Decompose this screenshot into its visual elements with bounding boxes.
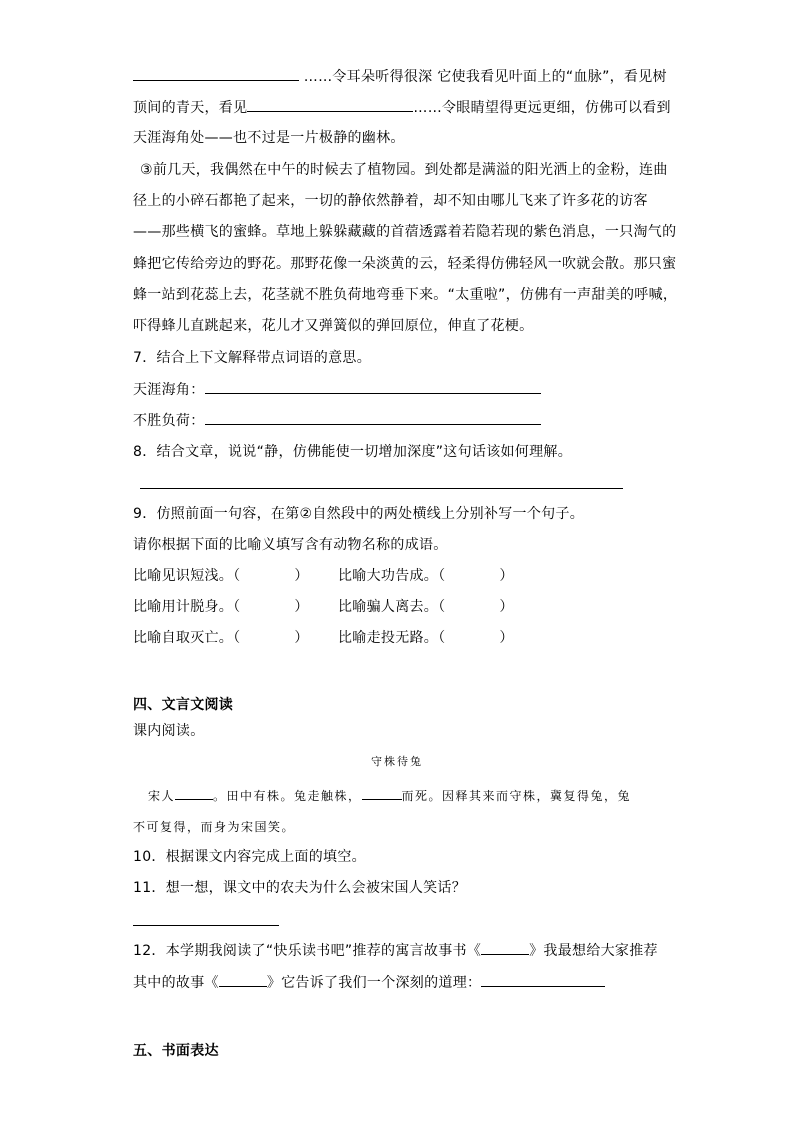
para3-line2: 径上的小碎石都艳了起来，一切的静依然静着，却不知由哪儿飞来了许多花的访客 bbox=[133, 193, 648, 209]
question-8: 8．结合文章，说说“静，仿佛能使一切增加深度”这句话该如何理解。 bbox=[133, 444, 573, 460]
para3-line4: 蜂把它传给旁边的野花。那野花像一朵淡黄的云，轻柔得仿佛轻风一吹就会散。那只蜜 bbox=[133, 256, 677, 272]
idiom-item: 比喻骗人离去。（ ） bbox=[338, 599, 514, 615]
section-4-heading: 四、文言文阅读 bbox=[133, 697, 234, 713]
answer-line[interactable] bbox=[205, 410, 541, 425]
para2-line1: ……令耳朵听得很深 它使我看见叶面上的“血脉”，看见树 bbox=[133, 66, 667, 87]
idiom-item: 比喻用计脱身。（ ） bbox=[133, 599, 309, 615]
answer-blank[interactable] bbox=[481, 972, 605, 987]
answer-blank[interactable] bbox=[362, 788, 402, 800]
idiom-item: 比喻自取灭亡。（ ） bbox=[133, 630, 309, 646]
classical-line1: 宋人 。田中有株。兔走触株， 而死。因释其来而守株，冀复得兔，兔 bbox=[148, 789, 632, 803]
question-10: 10．根据课文内容完成上面的填空。 bbox=[133, 849, 366, 865]
section-5-heading: 五、书面表达 bbox=[133, 1043, 219, 1059]
idiom-item: 比喻大功告成。（ ） bbox=[338, 568, 514, 584]
answer-blank[interactable] bbox=[133, 66, 299, 81]
answer-blank[interactable] bbox=[247, 97, 413, 112]
idiom-item: 比喻走投无路。（ ） bbox=[338, 630, 514, 646]
para3-line3: ——那些横飞的蜜蜂。草地上躲躲藏藏的首蓿透露着若隐若现的紫色消息，一只淘气的 bbox=[133, 224, 677, 240]
q11-answer-line[interactable] bbox=[133, 925, 279, 926]
q7-term2: 不胜负荷： bbox=[133, 410, 541, 431]
para3-line6: 吓得蜂儿直跳起来，花儿才又弹簧似的弹回原位，伸直了花梗。 bbox=[133, 318, 534, 334]
question-7: 7．结合上下文解释带点词语的意思。 bbox=[133, 350, 372, 366]
question-11: 11．想一想，课文中的农夫为什么会被宋国人笑话？ bbox=[133, 880, 467, 896]
question-12-line1: 12．本学期我阅读了“快乐读书吧”推荐的寓言故事书《 》我最想给大家推荐 bbox=[133, 940, 658, 961]
para3-line5: 蜂一站到花蕊上去，花茎就不胜负荷地弯垂下来。“太重啦”，仿佛有一声甜美的呼喊， bbox=[133, 287, 678, 303]
question-9: 9．仿照前面一句容，在第②自然段中的两处横线上分别补写一个句子。 bbox=[133, 506, 585, 522]
answer-blank[interactable] bbox=[175, 788, 213, 800]
answer-blank[interactable] bbox=[219, 972, 267, 987]
section-4-sub: 课内阅读。 bbox=[133, 723, 205, 739]
idiom-item: 比喻见识短浅。（ ） bbox=[133, 568, 309, 584]
para2-line3: 天涯海角处——也不过是一片极静的幽林。 bbox=[133, 130, 405, 146]
answer-blank[interactable] bbox=[481, 940, 529, 955]
answer-line[interactable] bbox=[205, 379, 541, 394]
q9-sub: 请你根据下面的比喻义填写含有动物名称的成语。 bbox=[133, 537, 448, 553]
question-12-line2: 其中的故事《 》它告诉了我们一个深刻的道理： bbox=[133, 972, 605, 993]
para2-line2: 顶间的青天，看见 ……令眼睛望得更远更细，仿佛可以看到 bbox=[133, 97, 671, 118]
classical-text-title: 守株待兔 bbox=[371, 755, 423, 768]
q7-term1: 天涯海角： bbox=[133, 379, 541, 400]
para3-line1: ③前几天，我偶然在中午的时候去了植物园。到处都是满溢的阳光洒上的金粉，连曲 bbox=[140, 162, 668, 178]
classical-line2: 不可复得，而身为宋国笑。 bbox=[133, 820, 296, 834]
q8-answer-line[interactable] bbox=[140, 488, 623, 489]
